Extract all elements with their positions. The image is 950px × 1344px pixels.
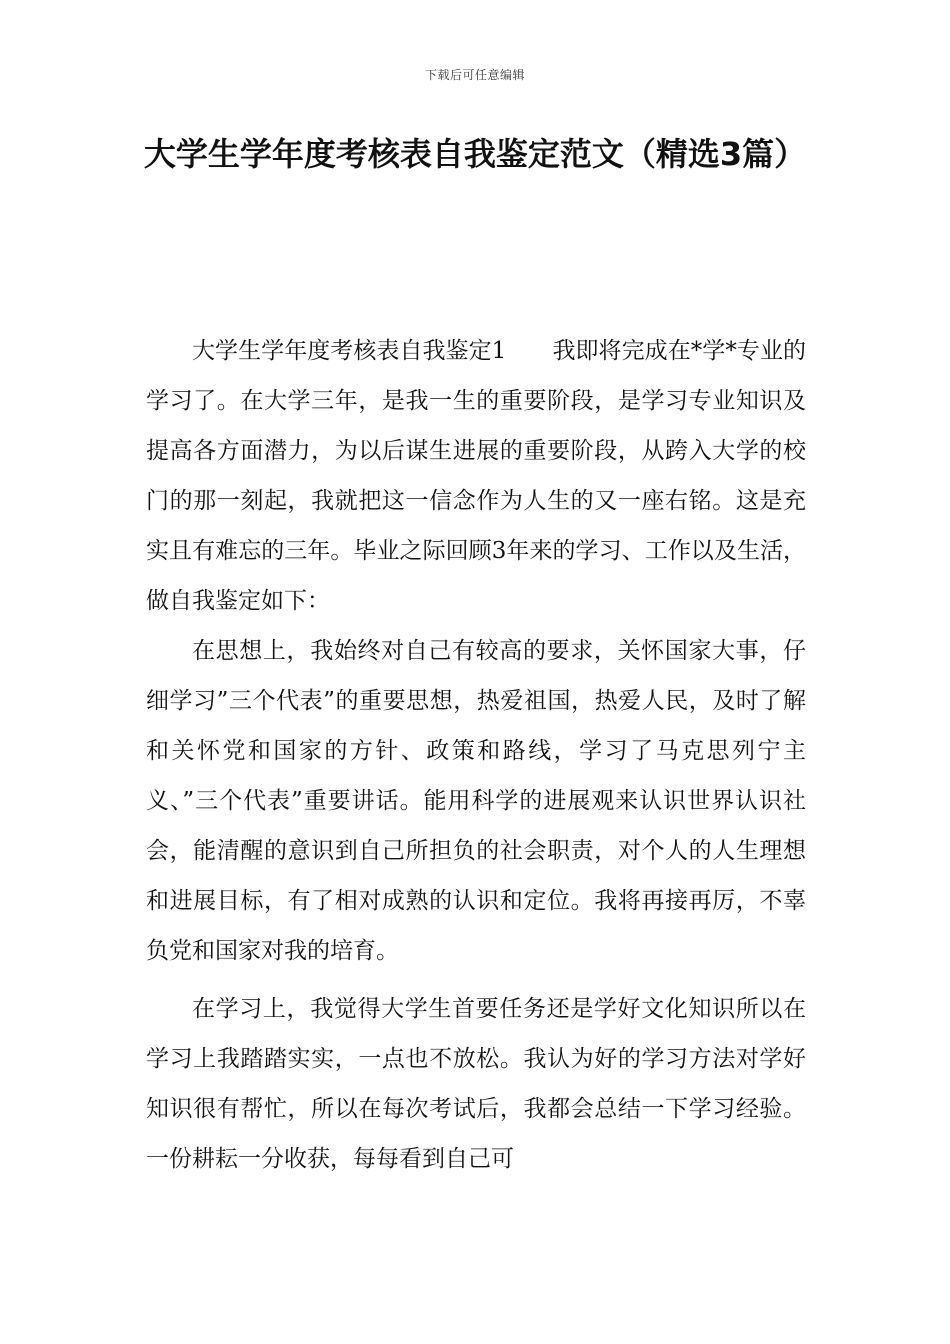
document-title: 大学生学年度考核表自我鉴定范文（精选3篇） <box>143 135 807 173</box>
body-paragraph-2: 在思想上，我始终对自己有较高的要求，关怀国家大事，仔细学习”三个代表”的重要思想，热爱祖国，热爱人民，及时了解和关怀党和国家的方针、政策和路线，学习了马克思列宁主义、”三个代表”重要讲话。能用科学的进展观来认识世界认识社会，能清醒的意识到自己所担负的社会职责，对个人的人生理想和进展目标，有了相对成熟的认识和定位。我将再接再厉，不辜负党和国家对我的培育。 <box>146 638 806 964</box>
body-paragraph-1: 大学生学年度考核表自我鉴定1 我即将完成在*学*专业的学习了。在大学三年，是我一生的重要阶段，是学习专业知识及提高各方面潜力，为以后谋生进展的重要阶段，从跨入大学的校门的那一刻起，我就把这一信念作为人生的又一座右铭。这是充实且有难忘的三年。毕业之际回顾3年来的学习、工作以及生活，做自我鉴定如下： <box>146 338 806 614</box>
body-paragraph-3: 在学习上，我觉得大学生首要任务还是学好文化知识所以在学习上我踏踏实实，一点也不放松。我认为好的学习方法对学好知识很有帮忙，所以在每次考试后，我都会总结一下学习经验。一份耕耘一分收获，每每看到自己可 <box>146 996 806 1172</box>
document-body <box>146 326 806 1184</box>
header-note: 下载后可任意编辑 <box>424 68 525 82</box>
